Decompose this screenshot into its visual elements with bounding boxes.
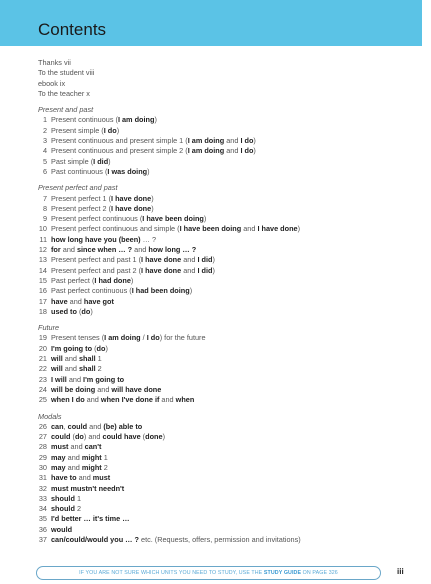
unit-title-text: and bbox=[66, 374, 84, 384]
unit-title-text: 1 bbox=[74, 493, 82, 503]
section-title: Future bbox=[38, 323, 60, 333]
unit-title-bold: (be) able to bbox=[103, 421, 143, 431]
unit-title-bold: I do bbox=[240, 146, 254, 156]
unit-title-bold: could bbox=[51, 432, 71, 442]
unit-title-bold: will bbox=[51, 354, 63, 364]
unit-title-bold: I'd better … bbox=[51, 514, 91, 524]
unit-number: 10 bbox=[38, 224, 47, 234]
unit-title bbox=[38, 463, 108, 472]
unit-title-text: ( bbox=[140, 432, 146, 442]
page-title: Contents bbox=[38, 20, 107, 39]
unit-title bbox=[38, 535, 301, 544]
unit-title-bold: I did bbox=[93, 156, 109, 166]
contents-header bbox=[0, 0, 422, 46]
unit-title-text: Present tenses ( bbox=[51, 333, 105, 343]
study-guide-note bbox=[36, 566, 381, 580]
unit-title-text: Present simple ( bbox=[51, 125, 104, 135]
unit-title-text: ( bbox=[70, 432, 75, 442]
unit-title-text: and bbox=[76, 473, 93, 483]
unit-row[interactable] bbox=[38, 126, 418, 136]
unit-number: 36 bbox=[38, 524, 47, 534]
unit-title-text: Present perfect 2 ( bbox=[51, 203, 112, 213]
unit-row[interactable] bbox=[38, 514, 418, 524]
unit-title-bold: should bbox=[51, 504, 75, 514]
unit-title bbox=[38, 344, 108, 353]
unit-title-bold: shall bbox=[79, 364, 96, 374]
unit-number: 14 bbox=[38, 265, 47, 275]
unit-row[interactable] bbox=[38, 494, 418, 504]
front-item-student[interactable]: To the student viii bbox=[38, 68, 95, 78]
unit-title bbox=[38, 115, 157, 124]
unit-title bbox=[38, 157, 111, 166]
unit-title-bold: I am doing bbox=[187, 146, 225, 156]
unit-number: 35 bbox=[38, 514, 47, 524]
unit-title-bold: I have been doing bbox=[179, 224, 242, 234]
contents-list bbox=[38, 58, 418, 545]
unit-number: 33 bbox=[38, 493, 47, 503]
unit-title-text: ) bbox=[154, 115, 157, 125]
unit-number: 8 bbox=[42, 203, 47, 213]
unit-row[interactable] bbox=[38, 194, 418, 204]
unit-title bbox=[38, 514, 130, 523]
study-guide-link[interactable]: STUDY GUIDE bbox=[263, 570, 302, 576]
unit-title-bold: how long have you (been) bbox=[51, 234, 141, 244]
unit-title-bold: I will bbox=[51, 374, 67, 384]
unit-title-bold: can bbox=[51, 421, 64, 431]
unit-title-text: Present continuous ( bbox=[51, 115, 118, 125]
unit-row[interactable] bbox=[38, 484, 418, 494]
unit-number: 2 bbox=[42, 125, 47, 135]
unit-title-text: and bbox=[67, 296, 84, 306]
study-guide-prefix: IF YOU ARE NOT SURE WHICH UNITS YOU NEED TO STUDY, USE THE bbox=[79, 570, 264, 576]
unit-title bbox=[38, 167, 150, 176]
unit-title-text: ) bbox=[189, 286, 193, 296]
unit-title-bold: I had been doing bbox=[131, 286, 190, 296]
unit-title-bold: shall bbox=[79, 354, 96, 364]
unit-title-text: ) bbox=[151, 193, 154, 203]
unit-title-bold: used to bbox=[51, 306, 77, 316]
unit-title-bold: I am doing bbox=[117, 115, 155, 125]
unit-title-bold: do bbox=[81, 306, 91, 316]
unit-title bbox=[38, 422, 142, 431]
unit-number: 27 bbox=[38, 432, 47, 442]
unit-row[interactable] bbox=[38, 395, 418, 405]
unit-title-bold: must bbox=[92, 473, 111, 483]
unit-number: 7 bbox=[42, 193, 47, 203]
unit-title-bold: needn't bbox=[98, 483, 125, 493]
unit-title bbox=[38, 214, 206, 223]
unit-title bbox=[38, 473, 110, 482]
unit-number: 19 bbox=[38, 333, 47, 343]
unit-title-text: Present continuous and present simple 1 ( bbox=[51, 136, 188, 146]
unit-title-bold: when … ? bbox=[97, 245, 133, 255]
unit-row[interactable] bbox=[38, 333, 418, 343]
unit-title-bold: have bbox=[51, 296, 68, 306]
unit-row[interactable] bbox=[38, 235, 418, 245]
unit-title-text: ) bbox=[147, 166, 150, 176]
unit-title-text: ) for the future bbox=[159, 333, 206, 343]
unit-title-bold: must bbox=[51, 442, 69, 452]
unit-title-bold: I'm going to bbox=[83, 374, 125, 384]
unit-title-text: and bbox=[241, 224, 258, 234]
unit-title bbox=[38, 204, 154, 213]
unit-title-bold: how long … ? bbox=[148, 245, 197, 255]
unit-title-text: ) bbox=[212, 255, 215, 265]
unit-title-text: and bbox=[181, 265, 198, 275]
unit-title-text: ) bbox=[203, 214, 207, 224]
unit-title-bold: I am doing bbox=[104, 333, 141, 343]
unit-title-bold: I do bbox=[146, 333, 160, 343]
unit-number: 12 bbox=[38, 245, 47, 255]
front-item-ebook[interactable]: ebook ix bbox=[38, 78, 66, 88]
unit-title-bold: must bbox=[51, 483, 69, 493]
unit-title-bold: done bbox=[145, 432, 163, 442]
unit-number: 20 bbox=[38, 343, 47, 353]
unit-title-bold: could bbox=[67, 421, 88, 431]
unit-number: 17 bbox=[38, 296, 47, 306]
section-title: Modals bbox=[38, 411, 62, 421]
unit-title-bold: can't bbox=[84, 442, 102, 452]
unit-title-bold: I did bbox=[197, 265, 213, 275]
unit-row[interactable] bbox=[38, 204, 418, 214]
unit-row[interactable] bbox=[38, 453, 418, 463]
unit-number: 3 bbox=[42, 136, 47, 146]
unit-row[interactable] bbox=[38, 463, 418, 473]
unit-title-bold: I have done bbox=[111, 193, 152, 203]
unit-row[interactable] bbox=[38, 525, 418, 535]
unit-number: 25 bbox=[38, 395, 47, 405]
front-matter bbox=[38, 58, 418, 99]
unit-row[interactable] bbox=[38, 385, 418, 395]
unit-title-bold: can/could/would you … ? bbox=[51, 535, 139, 545]
unit-title bbox=[38, 276, 133, 285]
unit-title bbox=[38, 255, 215, 264]
unit-title bbox=[38, 333, 206, 342]
sections bbox=[38, 99, 418, 545]
unit-title-text: and bbox=[68, 442, 85, 452]
unit-title-text: 2 bbox=[101, 462, 108, 472]
unit-title bbox=[38, 432, 165, 441]
unit-title-text: ) bbox=[162, 432, 165, 442]
unit-title bbox=[38, 484, 124, 493]
unit-title-text: Past perfect continuous ( bbox=[51, 286, 132, 296]
unit-number: 6 bbox=[42, 166, 47, 176]
unit-title-bold: might bbox=[81, 452, 102, 462]
unit-title-text: and bbox=[95, 384, 112, 394]
unit-title-text: etc. (Requests, offers, permission and invitations) bbox=[138, 535, 301, 545]
unit-title-text: 1 bbox=[95, 354, 102, 364]
unit-title bbox=[38, 395, 194, 404]
unit-title-bold: I am doing bbox=[187, 136, 225, 146]
unit-title-bold: do bbox=[96, 343, 106, 353]
unit-number: 13 bbox=[38, 255, 47, 265]
unit-title-text: Present perfect and past 1 ( bbox=[51, 255, 142, 265]
unit-row[interactable] bbox=[38, 224, 418, 234]
unit-title-text: 1 bbox=[101, 452, 108, 462]
unit-title-bold: I have done bbox=[141, 255, 182, 265]
unit-row[interactable] bbox=[38, 255, 418, 265]
unit-number: 22 bbox=[38, 364, 47, 374]
unit-title-text: Present perfect continuous and simple ( bbox=[51, 224, 180, 234]
unit-title-text: ( bbox=[92, 343, 97, 353]
unit-row[interactable] bbox=[38, 473, 418, 483]
unit-title-bold: do bbox=[74, 432, 84, 442]
unit-title-bold: may bbox=[51, 452, 66, 462]
unit-row[interactable] bbox=[38, 286, 418, 296]
unit-number: 23 bbox=[38, 374, 47, 384]
unit-title-text: and bbox=[87, 421, 104, 431]
unit-title-bold: if bbox=[154, 395, 160, 405]
unit-title-bold: have got bbox=[83, 296, 114, 306]
unit-title-bold: when bbox=[175, 395, 195, 405]
unit-title-text: ( bbox=[76, 306, 82, 316]
unit-title bbox=[38, 266, 215, 275]
unit-number: 31 bbox=[38, 473, 47, 483]
unit-number: 37 bbox=[38, 535, 47, 545]
unit-title-text: ) bbox=[253, 146, 256, 156]
unit-title-bold: I have done bbox=[141, 265, 182, 275]
unit-number: 18 bbox=[38, 306, 47, 316]
unit-row[interactable] bbox=[38, 422, 418, 432]
unit-number: 28 bbox=[38, 442, 47, 452]
unit-title bbox=[38, 442, 101, 451]
front-item-teacher[interactable]: To the teacher x bbox=[38, 88, 90, 98]
unit-title-text: ) bbox=[130, 275, 134, 285]
unit-number: 29 bbox=[38, 452, 47, 462]
unit-number: 5 bbox=[42, 156, 47, 166]
unit-title-text: and bbox=[65, 462, 82, 472]
unit-title-bold: for bbox=[51, 245, 61, 255]
unit-title-text: ) bbox=[116, 125, 120, 135]
unit-title-bold: since bbox=[76, 245, 96, 255]
unit-title-text: and bbox=[60, 245, 77, 255]
unit-title-bold: might bbox=[81, 462, 102, 472]
unit-title bbox=[38, 297, 114, 306]
unit-title-bold: I do bbox=[240, 136, 254, 146]
unit-number: 4 bbox=[42, 146, 47, 156]
unit-title-text: Present continuous and present simple 2 ( bbox=[51, 146, 188, 156]
unit-number: 16 bbox=[38, 286, 47, 296]
unit-row[interactable] bbox=[38, 344, 418, 354]
unit-number: 34 bbox=[38, 504, 47, 514]
unit-number: 24 bbox=[38, 384, 47, 394]
unit-number: 11 bbox=[39, 234, 47, 244]
unit-title-bold: will have done bbox=[111, 384, 162, 394]
unit-title-text: and bbox=[84, 395, 101, 405]
unit-row[interactable] bbox=[38, 146, 418, 156]
unit-title-bold: it's time … bbox=[92, 514, 130, 524]
study-guide-suffix: ON PAGE 326 bbox=[301, 570, 338, 576]
unit-title-bold: could have bbox=[102, 432, 141, 442]
unit-title-bold: should bbox=[51, 493, 75, 503]
unit-title-text: and bbox=[181, 255, 198, 265]
unit-row[interactable] bbox=[38, 375, 418, 385]
unit-title bbox=[38, 385, 161, 394]
unit-title bbox=[38, 286, 192, 295]
unit-title-bold: I had done bbox=[94, 275, 131, 285]
unit-title-bold: I do bbox=[103, 125, 117, 135]
unit-title-bold: I did bbox=[197, 255, 213, 265]
unit-title bbox=[38, 146, 256, 155]
unit-title-text: Past continuous ( bbox=[51, 166, 108, 176]
unit-title-text: ) bbox=[297, 224, 301, 234]
page-number: iii bbox=[397, 567, 404, 576]
unit-title-bold: have to bbox=[51, 473, 77, 483]
unit-title-bold: I have done bbox=[111, 203, 152, 213]
unit-row[interactable] bbox=[38, 535, 418, 545]
section-title: Present and past bbox=[38, 105, 94, 115]
unit-title-bold: I have done bbox=[257, 224, 298, 234]
unit-title-text: , bbox=[63, 421, 68, 431]
unit-number: 21 bbox=[38, 354, 47, 364]
unit-title-text: Present perfect and past 2 ( bbox=[51, 265, 142, 275]
unit-title bbox=[38, 235, 156, 244]
unit-title-text: … ? bbox=[140, 234, 157, 244]
unit-row[interactable] bbox=[38, 307, 418, 317]
unit-title-bold: when I've done bbox=[100, 395, 153, 405]
unit-title-bold: mustn't bbox=[70, 483, 97, 493]
unit-title-text: Present perfect 1 ( bbox=[51, 193, 112, 203]
unit-title-text: and bbox=[62, 364, 79, 374]
unit-row[interactable] bbox=[38, 276, 418, 286]
unit-title-text: 2 bbox=[74, 504, 82, 514]
unit-title bbox=[38, 245, 196, 254]
unit-title bbox=[38, 194, 154, 203]
unit-row[interactable] bbox=[38, 167, 418, 177]
unit-title-text: ) bbox=[108, 156, 111, 166]
unit-title bbox=[38, 375, 124, 384]
unit-title-bold: may bbox=[51, 462, 66, 472]
unit-title-text: ) bbox=[212, 265, 215, 275]
unit-number: 30 bbox=[38, 462, 47, 472]
unit-row[interactable] bbox=[38, 245, 418, 255]
unit-title-text: ) bbox=[90, 306, 93, 316]
unit-title-bold: I have been doing bbox=[142, 214, 204, 224]
unit-title-text: Present perfect continuous ( bbox=[51, 214, 143, 224]
unit-row[interactable] bbox=[38, 354, 418, 364]
unit-title bbox=[38, 126, 119, 135]
unit-title-text: and bbox=[132, 245, 149, 255]
unit-number: 9 bbox=[42, 214, 47, 224]
unit-title-bold: when I do bbox=[51, 395, 85, 405]
unit-title-text: Past simple ( bbox=[51, 156, 94, 166]
unit-row[interactable] bbox=[38, 504, 418, 514]
unit-row[interactable] bbox=[38, 115, 418, 125]
unit-number: 1 bbox=[42, 115, 47, 125]
unit-title-bold: would bbox=[51, 524, 73, 534]
unit-row[interactable] bbox=[38, 297, 418, 307]
unit-row[interactable] bbox=[38, 266, 418, 276]
unit-title-text: and bbox=[224, 136, 241, 146]
unit-number: 32 bbox=[38, 483, 47, 493]
unit-number: 26 bbox=[38, 421, 47, 431]
unit-title bbox=[38, 224, 300, 233]
unit-title bbox=[38, 364, 102, 373]
unit-title-text: 2 bbox=[95, 364, 102, 374]
unit-row[interactable] bbox=[38, 136, 418, 146]
unit-title-text: and bbox=[159, 395, 176, 405]
unit-row[interactable] bbox=[38, 442, 418, 452]
unit-title-bold: I'm going to bbox=[51, 343, 93, 353]
unit-title bbox=[38, 136, 256, 145]
unit-title-text: and bbox=[62, 354, 79, 364]
unit-title-text: and bbox=[65, 452, 82, 462]
unit-title-text: ) bbox=[253, 136, 256, 146]
unit-row[interactable] bbox=[38, 432, 418, 442]
unit-row[interactable] bbox=[38, 157, 418, 167]
unit-title bbox=[38, 453, 108, 462]
unit-title-text: and bbox=[224, 146, 241, 156]
unit-title bbox=[38, 354, 102, 363]
unit-title-bold: I was doing bbox=[107, 166, 148, 176]
section-title: Present perfect and past bbox=[38, 183, 118, 193]
unit-title-text: ) bbox=[151, 203, 154, 213]
front-item-thanks[interactable]: Thanks vii bbox=[38, 58, 71, 67]
unit-row[interactable] bbox=[38, 214, 418, 224]
unit-title-bold: will bbox=[51, 364, 63, 374]
unit-row[interactable] bbox=[38, 364, 418, 374]
unit-number: 15 bbox=[38, 275, 47, 285]
unit-title-text: ) bbox=[105, 343, 108, 353]
unit-title-bold: will be doing bbox=[51, 384, 96, 394]
unit-title-text: ) and bbox=[83, 432, 103, 442]
unit-title-text: / bbox=[140, 333, 147, 343]
unit-title-text: Past perfect ( bbox=[51, 275, 95, 285]
